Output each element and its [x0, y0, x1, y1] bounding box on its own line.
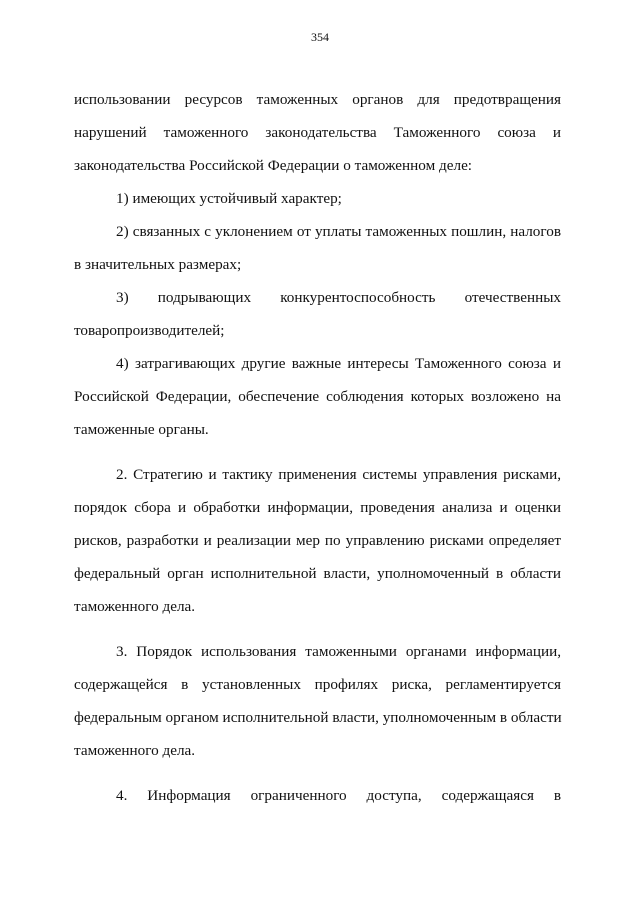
list-item-1: 1) имеющих устойчивый характер; [116, 190, 342, 207]
list-item-2: 2) связанных с уклонением от уплаты таможенных пошлин, налогов [116, 223, 561, 240]
text-line: использовании ресурсов таможенных органов для предотвращения [74, 91, 561, 108]
text-line: Российской Федерации, обеспечение соблюдения которых возложено на [74, 388, 561, 405]
paragraph-2-start: 2. Стратегию и тактику применения системы управления рисками, [116, 466, 561, 483]
text-line: в значительных размерах; [74, 256, 242, 273]
page-number: 354 [311, 30, 329, 44]
paragraph-3-start: 3. Порядок использования таможенными органами информации, [116, 643, 561, 660]
list-item-3: 3) подрывающих конкурентоспособность отечественных [116, 289, 561, 306]
text-line: нарушений таможенного законодательства Таможенного союза и [74, 124, 561, 141]
text-line: таможенные органы. [74, 421, 209, 438]
text-line: порядок сбора и обработки информации, проведения анализа и оценки [74, 499, 561, 516]
text-line: товаропроизводителей; [74, 322, 225, 339]
text-line: таможенного дела. [74, 742, 196, 759]
document-body [74, 83, 561, 812]
text-line: федеральный орган исполнительной власти, уполномоченный в области [74, 565, 561, 582]
text-line: содержащейся в установленных профилях риска, регламентируется [74, 676, 561, 693]
list-item-4: 4) затрагивающих другие важные интересы Таможенного союза и [116, 355, 561, 372]
text-line: федеральным органом исполнительной власти, уполномоченным в области [74, 709, 562, 726]
text-line: рисков, разработки и реализации мер по управлению рисками определяет [74, 532, 561, 549]
text-line: таможенного дела. [74, 598, 196, 615]
text-line: законодательства Российской Федерации о таможенном деле: [74, 157, 473, 174]
paragraph-4-start: 4. Информация ограниченного доступа, содержащаяся в [116, 787, 561, 804]
